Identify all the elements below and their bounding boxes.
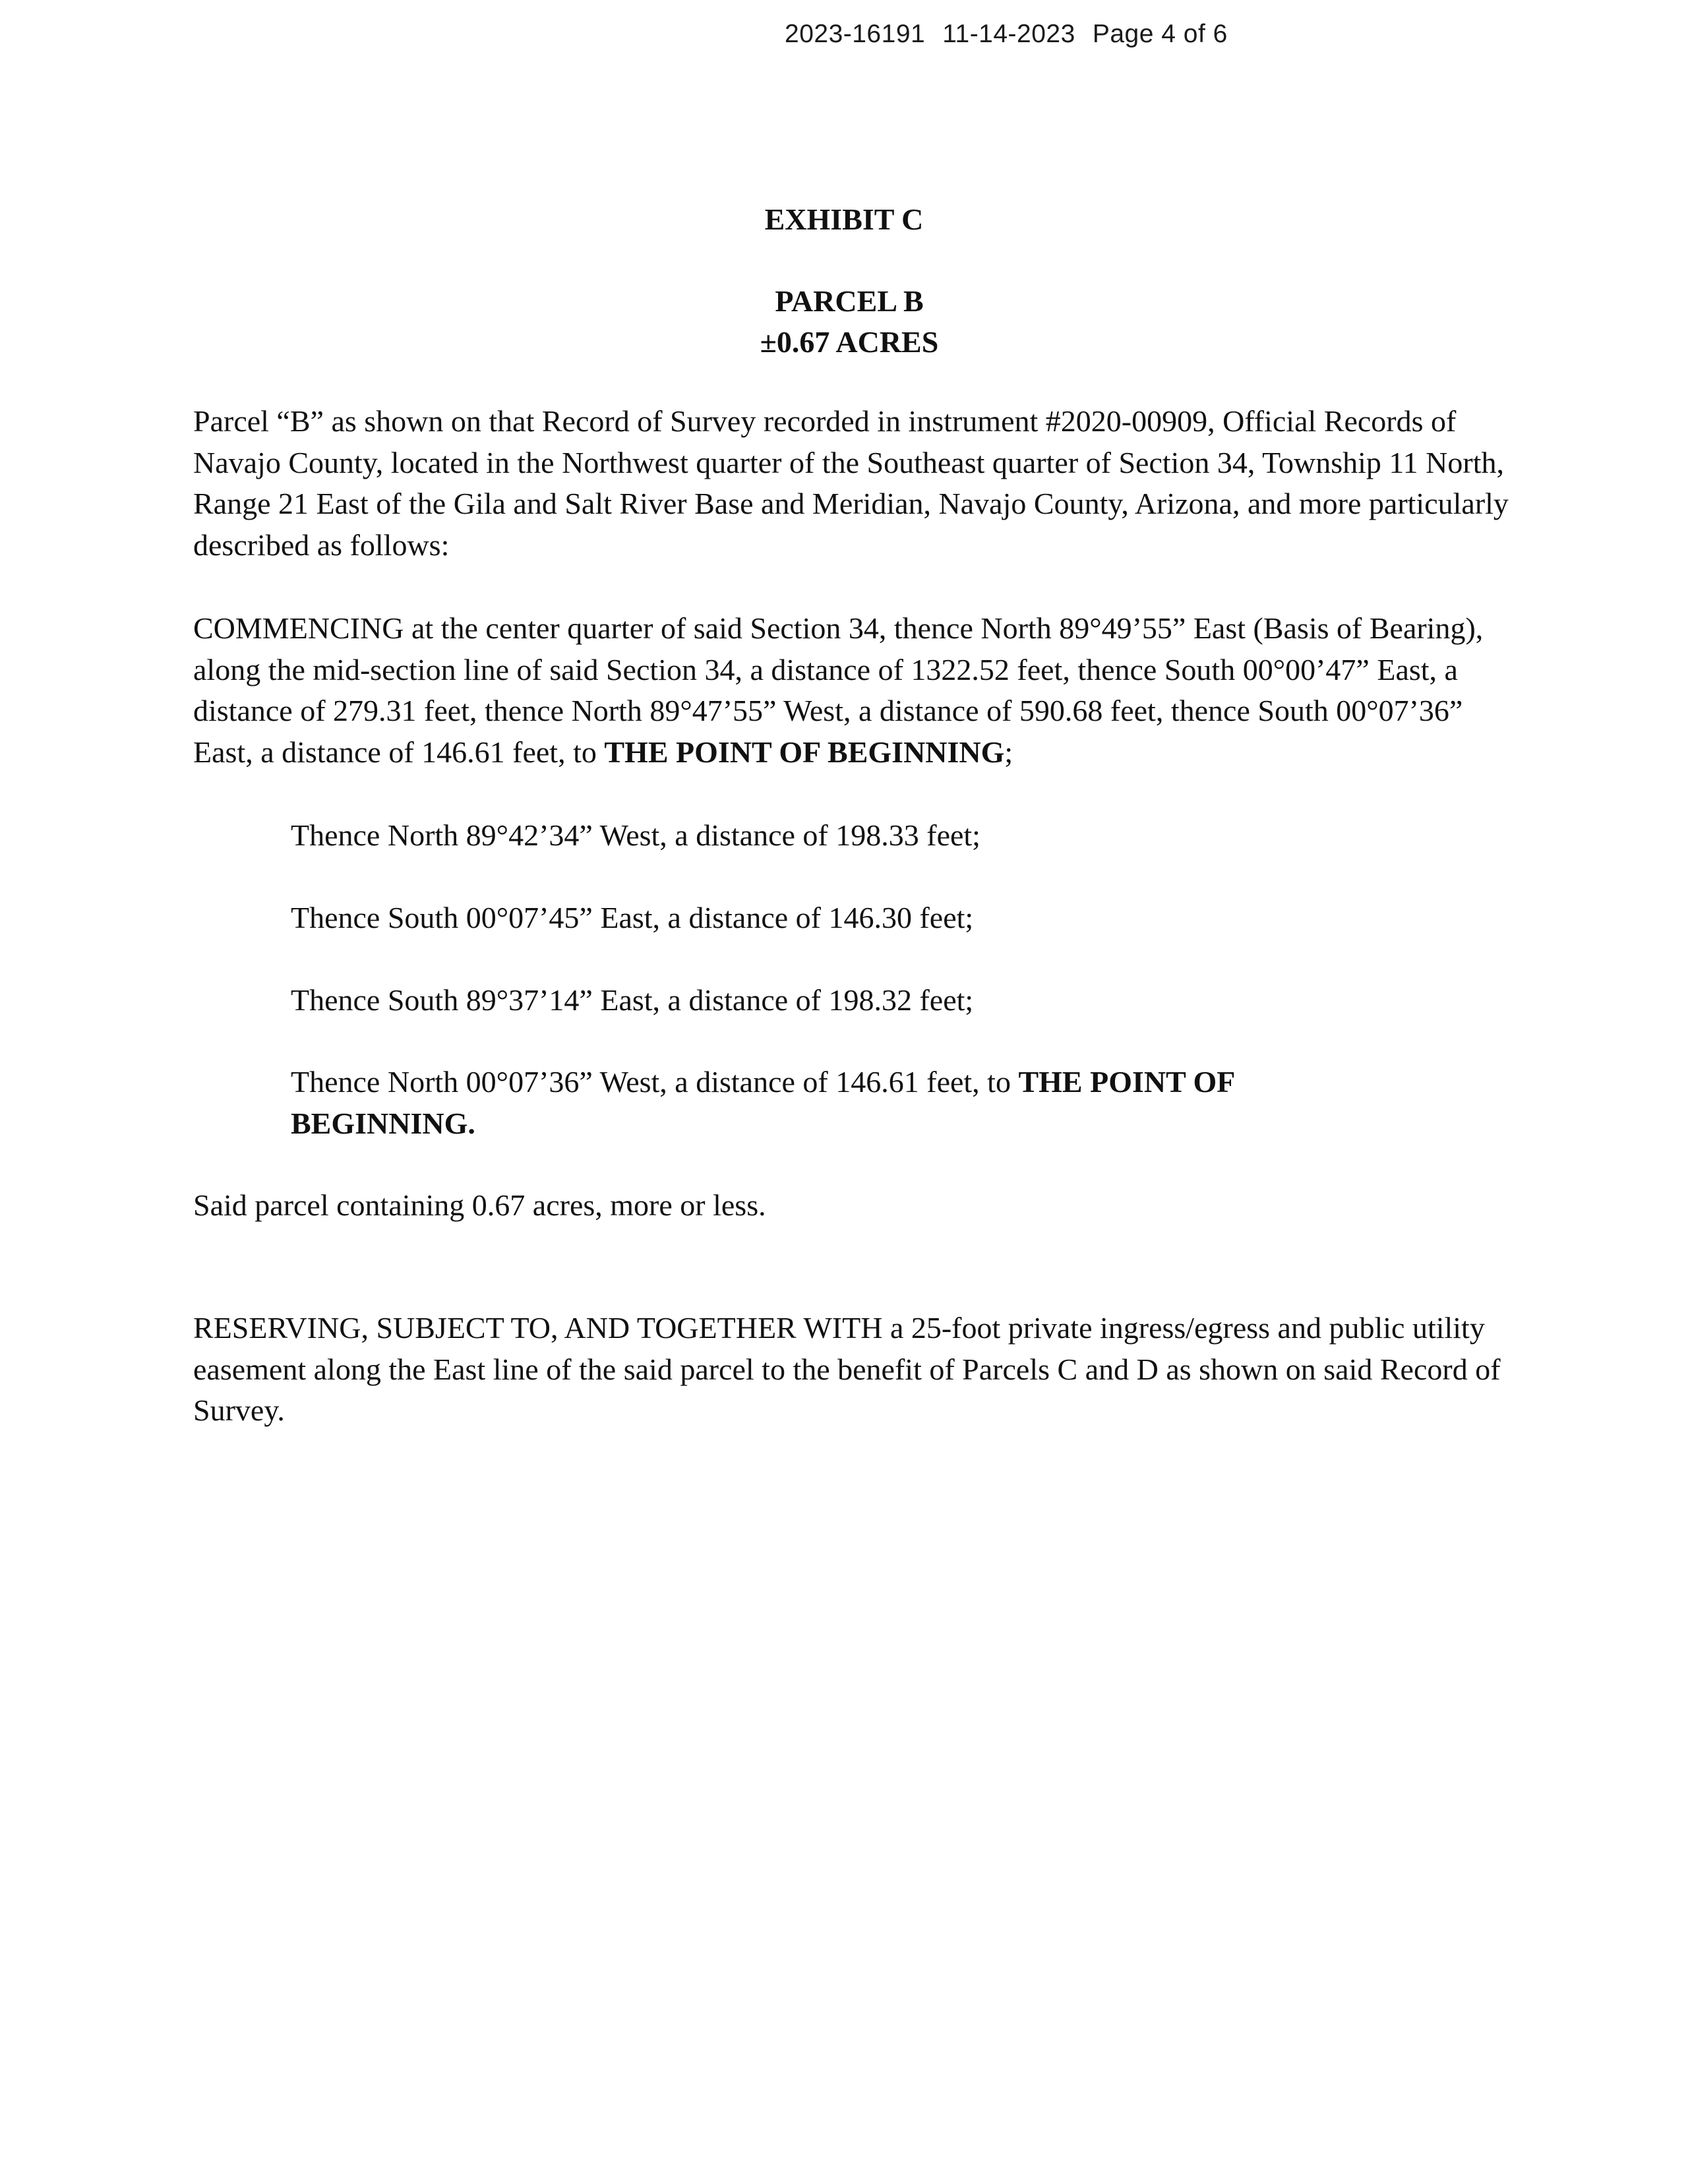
boundary-call [291, 897, 1359, 939]
recording-stamp [785, 20, 1228, 49]
exhibit-heading: EXHIBIT C [764, 202, 924, 236]
call-text: Thence South 00°07’45” East, a distance of 146.30 feet; [291, 901, 974, 934]
call-text: Thence North 89°42’34” West, a distance of 198.33 feet; [291, 818, 980, 852]
page-number: Page 4 of 6 [1092, 20, 1228, 48]
commencing-end: ; [1004, 735, 1013, 769]
acreage-heading: ±0.67 ACRES [760, 325, 939, 359]
containing-paragraph: Said parcel containing 0.67 acres, more or less. [193, 1188, 766, 1222]
point-of-beginning: THE POINT OF BEGINNING [604, 735, 1005, 769]
boundary-call [291, 815, 1359, 857]
parcel-title [0, 281, 1688, 363]
intro-paragraph: Parcel “B” as shown on that Record of Survey recorded in instrument #2020-00909, Official Records of Navajo County, located in the Northwest quarter of the Southeast quarter of Section 34, Township 11 North, Range 21 East of the Gila and Salt River Base and Meridian, Navajo County, Arizona, and more particularly described as follows: [193, 404, 1509, 562]
commencing-paragraph [193, 608, 1512, 773]
boundary-call-closing [291, 1062, 1359, 1144]
point-of-beginning: THE POINT OF BEGINNING. [291, 1065, 1234, 1140]
call-text: Thence South 89°37’14” East, a distance of 198.32 feet; [291, 983, 974, 1017]
recording-date: 11-14-2023 [942, 20, 1075, 48]
parcel-heading: PARCEL B [775, 284, 924, 318]
document-number: 2023-16191 [785, 20, 926, 48]
reserving-paragraph: RESERVING, SUBJECT TO, AND TOGETHER WITH a 25-foot private ingress/egress and public utility easement along the East line of the said parcel to the benefit of Parcels C and D as shown on said Record of Survey. [193, 1311, 1501, 1427]
call-text: Thence North 00°07’36” West, a distance of 146.61 feet, to [291, 1065, 1019, 1099]
boundary-call [291, 980, 1359, 1021]
exhibit-title [0, 199, 1688, 240]
commencing-text: COMMENCING at the center quarter of said Section 34, thence North 89°49’55” East (Basis of Bearing), along the mid-section line of said Section 34, a distance of 1322.52 feet, thence South 00°00’47” East, a distance of 279.31 feet, thence North 89°47’55” West, a distance of 590.68 feet, thence South 00°07’36” East, a distance of 146.61 feet, to [193, 611, 1484, 769]
